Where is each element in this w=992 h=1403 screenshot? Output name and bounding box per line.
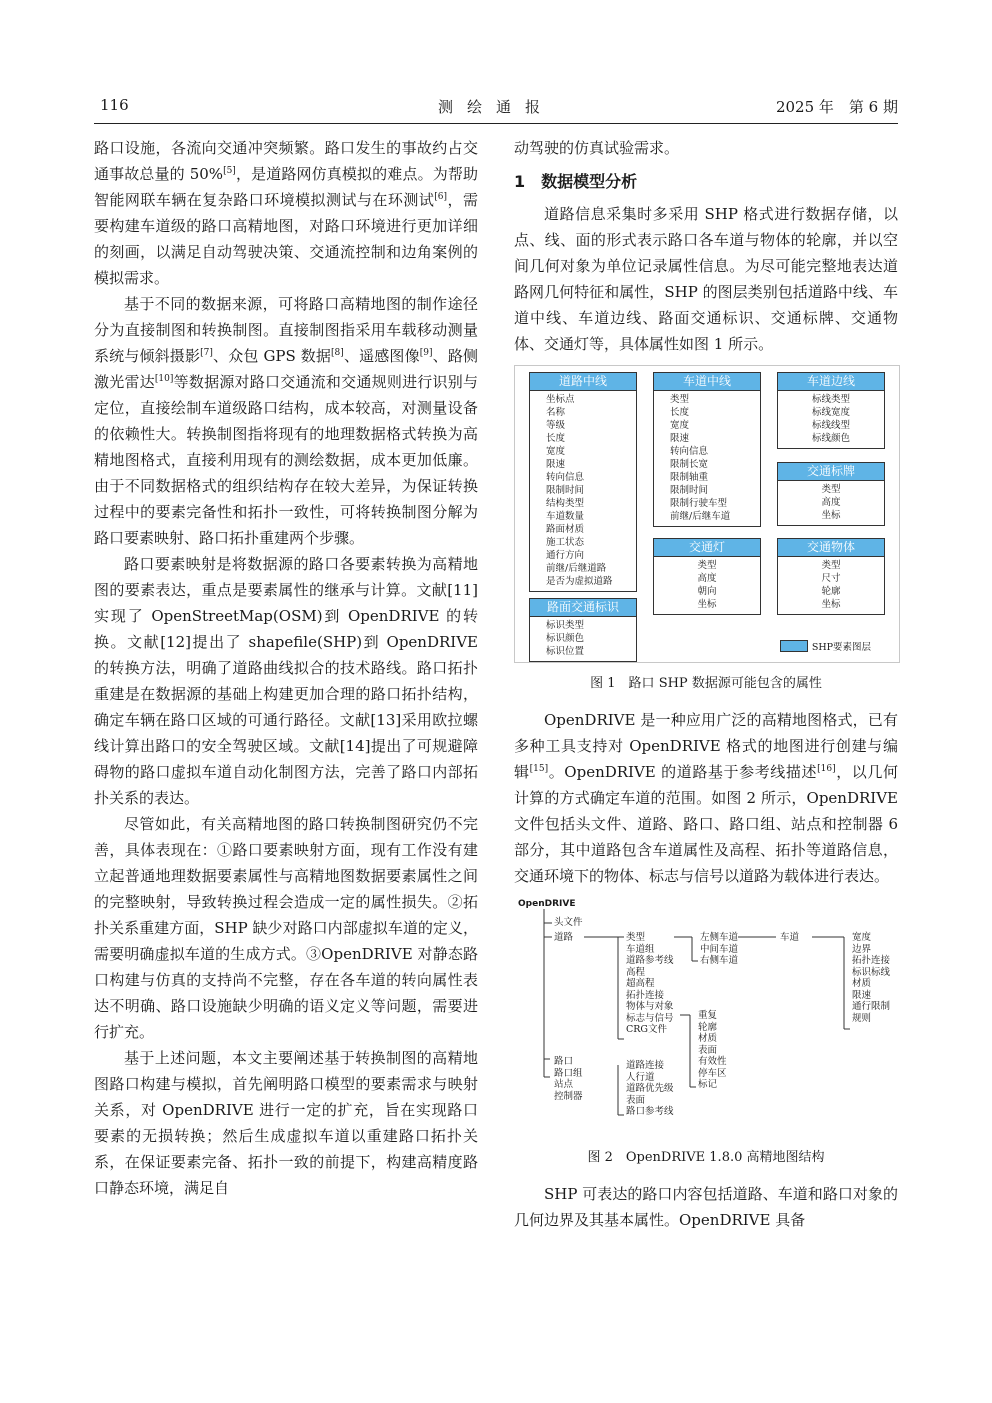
figure-caption: 图 1 路口 SHP 数据源可能包含的属性 [590,676,822,691]
box-title: 道路中线 [530,373,636,391]
box-traffic-light [653,538,761,615]
list-item: 限速 [546,459,566,470]
list-item: 标线线型 [811,420,850,431]
list-item: 通行方向 [546,550,585,561]
legend-label: SHP要素图层 [811,642,871,653]
list-item: 材质 [852,978,872,989]
figure-2 [514,897,898,1137]
list-item: 宽度 [670,420,690,431]
list-item: 标线颜色 [811,433,850,444]
list-item: 中间车道 [700,943,739,955]
figure-legend [780,640,871,654]
list-item: 重复 [698,1010,718,1021]
list-item: 类型 [821,560,841,571]
list-item: 车道数量 [546,511,585,522]
list-item: 表面 [698,1044,718,1056]
paragraph: 基于不同的数据来源，可将路口高精地图的制作途径分为直接制图和转换制图。直接制图指采用车载移动测量系统与倾斜摄影[7]、众包 GPS 数据[8]、遥感图像[9]、路侧激光雷达[10]等数据源对路口交通流和交通规则进行识别与定位，直接绘制车道级路口结构，成本较高，对测量设备的依赖性大。转换制图指将现有的地理数据格式转换为高精地图格式，直接利用现有的测绘数据，成本更加低廉。由于不同数据格式的组织结构存在较大差异，为保证转换过程中的要素完备性和拓扑一致性，可将转换制图分解为路口要素映射、路口拓扑重建两个步骤。 [94,295,478,547]
list-item: 右侧车道 [700,955,739,966]
tree-root: OpenDRIVE [518,899,576,909]
list-item: 尺寸 [821,573,841,584]
box-title: 车道中线 [654,373,760,391]
list-item: 有效性 [698,1056,727,1067]
list-item: 长度 [670,407,690,418]
list-item: 轮廓 [821,586,841,597]
list-item: 标志与信号 [626,1012,674,1024]
page-number: 116 [100,96,129,114]
list-item: 停车区 [698,1067,727,1079]
paragraph: SHP 可表达的路口内容包括道路、车道和路口对象的几何边界及其基本属性。OpenDRIVE 具备 [514,1185,898,1229]
list-item: 施工状态 [546,537,585,548]
tree-lane: 车道 [780,932,800,943]
list-item: 宽度 [546,446,566,457]
list-item: 是否为虚拟道路 [546,576,613,587]
list-item: 限制行驶车型 [670,498,728,509]
list-item: 站点 [554,1079,574,1090]
list-item: 坐标 [821,510,841,521]
list-item: 坐标 [697,599,717,610]
list-item: 限制时间 [670,485,709,496]
attribute-list [654,557,760,614]
box-title: 交通灯 [654,539,760,557]
list-item: 道路连接 [626,1060,665,1071]
list-item: 标识颜色 [546,633,585,644]
page-header [94,92,898,122]
list-item: 标识类型 [546,620,585,631]
list-item: 朝向 [697,586,717,597]
list-item: 拓扑连接 [852,955,891,966]
list-item: 结构类型 [546,498,585,509]
list-item: 长度 [546,433,566,444]
paragraph: 尽管如此，有关高精地图的路口转换制图研究仍不完善，具体表现在：①路口要素映射方面，现有工作没有建立起普通地理数据要素属性与高精地图数据要素属性之间的完整映射，导致转换过程会造成一定的属性损失。②拓扑关系重建方面，SHP 缺少对路口内部虚拟车道的定义，需要明确虚拟车道的生成方式。③OpenDRIVE 对静态路口构建与仿真的支持尚不完整，存在各车道的转向属性表达不明确、路口设施缺少明确的语义定义等问题，需要进行扩充。 [94,815,478,1041]
lane-attributes [852,932,890,1024]
list-item: 车道组 [626,943,655,955]
paragraph: 道路信息采集时多采用 SHP 格式进行数据存储，以点、线、面的形式表示路口各车道与物体的轮廓，并以空间几何对象为单位记录属性信息。为尽可能完整地表达道路网几何特征和属性，SHP 的图层类别包括道路中线、车道中线、车道边线、路面交通标识、交通标牌、交通物体、交通灯等，具体属性如图 1 所示。 [514,205,898,353]
journal-title: 测绘通报 [437,98,554,116]
section-heading: 1 数据模型分析 [514,172,638,191]
list-item: 类型 [670,394,690,405]
box-traffic-object [777,538,885,615]
list-item: 限速 [852,989,872,1001]
junction-items [554,1056,583,1102]
list-item: 材质 [698,1033,718,1044]
list-item: 宽度 [852,932,872,943]
box-road-marking [529,598,637,662]
list-item: 前继/后继道路 [546,563,607,574]
list-item: 类型 [626,932,646,943]
box-lane-center [653,372,761,527]
list-item: 路口参考线 [626,1106,674,1117]
attribute-list [530,391,636,591]
attribute-list [778,391,884,448]
paragraph: 路口要素映射是将数据源的路口各要素转换为高精地图的要素表达，重点是要素属性的继承与计算。文献[11]实现了 OpenStreetMap(OSM)到 OpenDRIVE 的转换。文献[12]提出了 shapefile(SHP)到 OpenDRIVE 的转换方法，明确了道路曲线拟合的技术路线。路口拓扑重建是在数据源的基础上构建更加合理的路口拓扑结构，确定车辆在路口区域的可通行路径。文献[13]采用欧拉螺线计算出路口的安全驾驶区域。文献[14]提出了可规避障碍物的路口虚拟车道自动化制图方法，完善了路口内部拓扑关系的表达。 [94,555,478,807]
list-item: 路面材质 [546,524,585,535]
header-rule [94,123,898,124]
object-attributes [698,1010,727,1091]
list-item: 限制轴重 [670,472,709,483]
attribute-list [778,557,884,614]
box-title: 车道边线 [778,373,884,391]
list-item: 名称 [546,407,566,418]
list-item: 人行道 [626,1071,655,1083]
list-item: 规则 [852,1012,872,1024]
list-item: 前继/后继车道 [670,511,731,522]
box-traffic-sign [777,462,885,526]
box-title: 交通物体 [778,539,884,557]
list-item: 左侧车道 [700,932,739,943]
right-column [514,135,898,1233]
attribute-list [530,617,636,661]
tree-header: 头文件 [554,917,583,928]
list-item: 转向信息 [546,472,585,483]
list-item: CRG文件 [626,1024,668,1035]
legend-swatch [780,640,808,652]
box-title: 交通标牌 [778,463,884,481]
list-item: 标线类型 [811,394,850,405]
list-item: 高程 [626,966,646,978]
list-item: 标记 [698,1079,718,1090]
box-title: 路面交通标识 [530,599,636,617]
junction-attributes [626,1060,674,1118]
list-item: 轮廓 [698,1021,718,1033]
list-item: 标识位置 [546,646,585,657]
list-item: 等级 [546,420,566,431]
paragraph: OpenDRIVE 是一种应用广泛的高精地图格式，已有多种工具支持对 OpenDRIVE 格式的地图进行创建与编辑[15]。OpenDRIVE 的道路基于参考线描述[16]，以几何计算的方式确定车道的范围。如图 2 所示，OpenDRIVE 文件包括头文件、道路、路口、路口组、站点和控制器 6 部分，其中道路包含车道属性及高程、拓扑等道路信息，交通环境下的物体、标志与信号以道路为载体进行表达。 [514,711,898,885]
tree-road: 道路 [554,932,574,943]
list-item: 路口 [554,1056,574,1067]
list-item: 标线宽度 [811,407,850,418]
list-item: 路口组 [554,1067,583,1079]
list-item: 道路优先级 [626,1083,674,1094]
list-item: 道路参考线 [626,955,674,966]
issue-label: 2025 年 第 6 期 [775,98,898,116]
attribute-list [654,391,760,526]
list-item: 通行限制 [852,1001,891,1012]
box-lane-edge [777,372,885,449]
list-item: 物体与对象 [626,1001,674,1012]
list-item: 超高程 [626,978,655,989]
list-item: 类型 [821,484,841,495]
list-item: 转向信息 [670,446,709,457]
paragraph: 路口设施，各流向交通冲突频繁。路口发生的事故约占交通事故总量的 50%[5]，是道路网仿真模拟的难点。为帮助智能网联车辆在复杂路口环境模拟测试与在环测试[6]，需要构建车道级的路口高精地图，对路口环境进行更加详细的刻画，以满足自动驾驶决策、交通流控制和边角案例的模拟需求。 [94,139,478,287]
list-item: 限制长宽 [670,459,709,470]
list-item: 表面 [626,1094,646,1106]
list-item: 限制时间 [546,485,585,496]
box-road-center [529,372,637,592]
road-children [626,932,674,1036]
figure-caption: 图 2 OpenDRIVE 1.8.0 高精地图结构 [587,1150,825,1165]
figure-1 [514,365,900,663]
list-item: 拓扑连接 [626,989,665,1001]
list-item: 边界 [852,943,872,955]
list-item: 标识标线 [852,966,891,978]
list-item: 坐标 [821,599,841,610]
left-column [94,135,478,1201]
list-item: 坐标点 [546,394,575,405]
list-item: 限速 [670,433,690,444]
list-item: 控制器 [554,1090,583,1102]
paragraph: 基于上述问题，本文主要阐述基于转换制图的高精地图路口构建与模拟，首先阐明路口模型的要素需求与映射关系，对 OpenDRIVE 进行一定的扩充，旨在实现路口要素的无损转换；然后生成虚拟车道以重建路口拓扑关系，在保证要素完备、拓扑一致的前提下，构建高精度路口静态环境，满足自 [94,1049,478,1197]
list-item: 高度 [697,573,717,584]
list-item: 类型 [697,560,717,571]
paragraph: 动驾驶的仿真试验需求。 [514,139,680,157]
attribute-list [778,481,884,525]
list-item: 高度 [821,497,841,508]
lane-groups [700,932,738,967]
